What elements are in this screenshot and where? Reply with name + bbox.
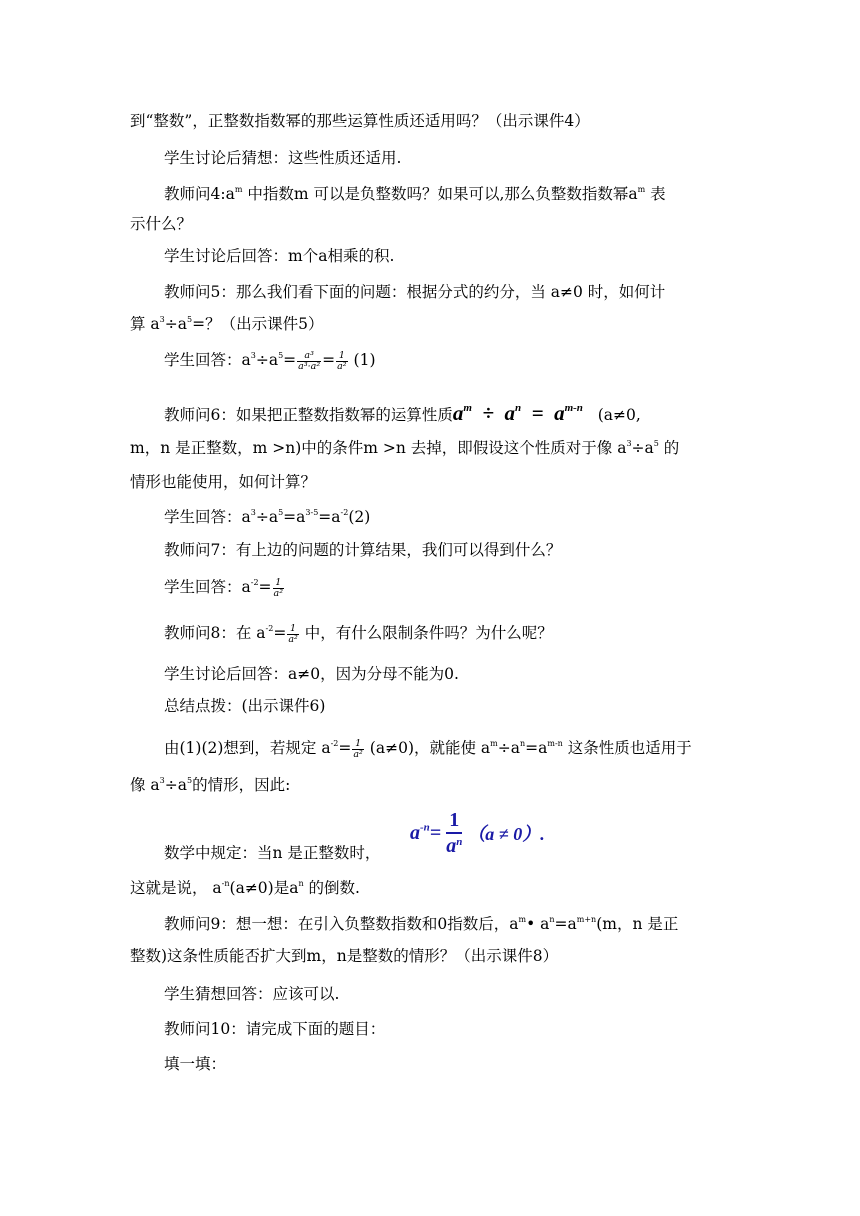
fraction-1: $\frac{\text{a³}}{\text{a³·a²}}$	[298, 349, 321, 372]
text-line-19: 像 $a^3\div a^5$的情形，因此:	[130, 776, 291, 794]
text-line-23: 整数)这条性质能否扩大到m，n是整数的情形？（出示课件8）	[130, 947, 559, 965]
fraction-5: $\frac{1}{\text{a²}}$	[353, 737, 363, 760]
fraction-4: $\frac{1}{\text{a²}}$	[288, 622, 298, 645]
definition-formula: $a^{-n}=$ $\frac{1}{a^n}$ （a ≠ 0）.	[410, 809, 545, 857]
text-line-11: 情形也能使用，如何计算？	[130, 473, 317, 491]
fraction-2: $\frac{1}{\text{a²}}$	[337, 349, 347, 372]
text-line-24: 学生猜想回答：应该可以.	[164, 985, 340, 1003]
text-line-18: 由(1)(2)想到，若规定 $a^{-2}=$ $\frac{1}{\text{a²}}$ (a≠0)，就能使 $a^m\div a^n=a^{m-n}$ 这条性质也适用于	[164, 737, 692, 760]
text-line-12: 学生回答：$a^3\div a^5=a^{3-5}=a^{-2}(2)$	[164, 508, 371, 526]
text-line-6: 教师问5：那么我们看下面的问题：根据分式的约分，当 a≠0 时，如何计	[164, 283, 666, 301]
text-line-10: m，n 是正整数，m >n)中的条件m >n 去掉，即假设这个性质对于像 $a^3\div a^5$ 的	[130, 439, 680, 457]
text-line-22: 教师问9：想一想：在引入负整数指数和0指数后，$a^m•$ $a^n=a^{m+n}(m$，n 是正	[164, 915, 679, 933]
text-line-16: 学生讨论后回答：a≠0，因为分母不能为0.	[164, 665, 459, 683]
text-line-7: 算 $a^3\div a^5=$？（出示课件5）	[130, 315, 324, 333]
exponent-rule-formula: $a^m \div a^n = a^{m-n}$	[452, 401, 583, 425]
text-line-14: 学生回答：$a^{-2}=$ $\frac{1}{\text{a²}}$	[164, 576, 284, 599]
text-line-21: 这就是说， $a^{-n}(a\ne 0)$是$a^n$ 的倒数.	[130, 879, 360, 897]
text-line-3: 教师问$4:a^m$ 中指数m 可以是负整数吗？如果可以,那么负整数指数幂$a^m$ 表	[164, 185, 666, 203]
text-line-1: 到“整数”，正整数指数幂的那些运算性质还适用吗？（出示课件4）	[130, 112, 590, 130]
text-line-8: 学生回答：$a^3\div a^5=$ $\frac{\text{a³}}{\text{a³·a²}}$ = $\frac{1}{\text{a²}}$ (1)	[164, 349, 376, 372]
text-line-20: 数学中规定：当n 是正整数时，	[164, 844, 381, 862]
text-line-25: 教师问10：请完成下面的题目：	[164, 1020, 386, 1038]
fraction-3: $\frac{1}{\text{a²}}$	[273, 576, 284, 599]
text-line-13: 教师问7：有上边的问题的计算结果，我们可以得到什么？	[164, 541, 562, 559]
text-line-5: 学生讨论后回答：m个a相乘的积.	[164, 247, 395, 265]
text-line-9: 教师问6：如果把正整数指数幂的运算性质$a^m \div a^n = a^{m-n}$ (a≠0,	[164, 401, 641, 425]
text-line-4: 示什么？	[130, 215, 193, 233]
text-line-17: 总结点拨：(出示课件6)	[164, 697, 326, 715]
text-line-26: 填一填：	[164, 1055, 227, 1073]
text-line-2: 学生讨论后猜想：这些性质还适用.	[164, 149, 402, 167]
text-line-15: 教师问8：在 $a^{-2}=$ $\frac{1}{\text{a²}}$ 中，有什么限制条件吗？为什么呢？	[164, 622, 553, 645]
